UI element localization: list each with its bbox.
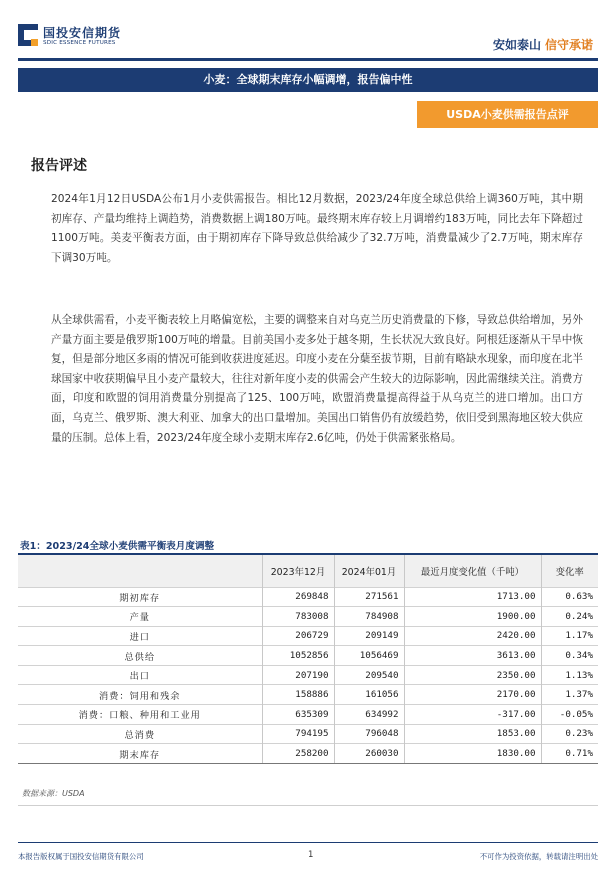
page-number: 1: [308, 850, 314, 860]
footer-copyright: 本报告版权属于国投安信期货有限公司: [18, 852, 144, 861]
table-row: [18, 705, 598, 725]
change-rate: 0.24%: [541, 607, 598, 627]
table-row: [18, 744, 598, 764]
table-row: [18, 724, 598, 744]
company-name-en: SDIC ESSENCE FUTURES: [43, 40, 116, 46]
table-header-row: [18, 555, 598, 587]
row-label: 出口: [18, 665, 262, 685]
page-header: [0, 0, 615, 62]
value-jan-2024: 260030: [334, 744, 404, 764]
paragraph-summary: 2024年1月12日USDA公布1月小麦供需报告。相比12月数据，2023/24年度全球总供给上调360万吨，其中期初库存、产量均维持上调趋势，消费数据上调180万吨。最终期末库存较上月调增约183万吨，同比去年下降超过1100万吨。美麦平衡表方面，由于期初库存下降导致总供给减少了32.7万吨，消费量减少了2.7万吨，期末库存下调30万吨。: [51, 193, 583, 264]
monthly-change: 1853.00: [404, 724, 541, 744]
monthly-change: 1900.00: [404, 607, 541, 627]
balance-table: [18, 553, 598, 764]
company-logo-icon: [18, 24, 38, 46]
monthly-change: 1713.00: [404, 587, 541, 607]
monthly-change: 3613.00: [404, 646, 541, 666]
value-jan-2024: 1056469: [334, 646, 404, 666]
paragraph-analysis: 从全球供需看，小麦平衡表较上月略偏宽松，主要的调整来自对乌克兰历史消费量的下修，导致总供给增加，另外产量方面主要是俄罗斯100万吨的增量。目前美国小麦多处于越冬期，生长状况大致良好。阿根廷逐渐从干旱中恢复，但是部分地区多雨的情况可能到收获进度延迟。印度小麦在分蘖至拔节期，目前有略缺水现象，而印度在北半球国家中收获期偏早且小麦产量较大，往往对新年度小麦的供需会产生较大的边际影响，因此需继续关注。消费方面，印度和欧盟的饲用消费量分别提高了125、100万吨，欧盟消费量提高得益于从乌克兰的进口增加。出口方面，乌克兰、俄罗斯、澳大利亚、加拿大的出口量增加。美国出口销售仍有放缓趋势，依旧受到黑海地区较大供应量的压制。总体上看，2023/24年度全球小麦期末库存2.6亿吨，仍处于供需紧张格局。: [51, 314, 583, 444]
row-label: 总供给: [18, 646, 262, 666]
table-row: [18, 626, 598, 646]
header-monthly-change: 最近月度变化值（千吨）: [404, 555, 541, 587]
change-rate: 0.63%: [541, 587, 598, 607]
value-dec-2023: 1052856: [262, 646, 334, 666]
value-dec-2023: 269848: [262, 587, 334, 607]
row-label: 期末库存: [18, 744, 262, 764]
slogan: [493, 36, 593, 53]
header-dec-2023: 2023年12月: [262, 555, 334, 587]
table-row: [18, 685, 598, 705]
value-jan-2024: 784908: [334, 607, 404, 627]
change-rate: 0.34%: [541, 646, 598, 666]
row-label: 总消费: [18, 724, 262, 744]
footer-disclaimer: 不可作为投资依据，转载请注明出处: [479, 852, 598, 861]
value-dec-2023: 783008: [262, 607, 334, 627]
value-jan-2024: 209149: [334, 626, 404, 646]
report-title: 小麦：全球期末库存小幅调增，报告偏中性: [18, 68, 598, 92]
row-label: 产量: [18, 607, 262, 627]
header-item: [18, 555, 262, 587]
header-change-rate: 变化率: [541, 555, 598, 587]
value-dec-2023: 635309: [262, 705, 334, 725]
table-title: 表1：2023/24全球小麦供需平衡表月度调整: [20, 541, 215, 552]
table-row: [18, 587, 598, 607]
change-rate: 0.23%: [541, 724, 598, 744]
monthly-change: 2350.00: [404, 665, 541, 685]
change-rate: 1.37%: [541, 685, 598, 705]
slogan-main: 安如泰山: [492, 38, 541, 52]
row-label: 期初库存: [18, 587, 262, 607]
source-divider: [18, 805, 598, 806]
table-row: [18, 607, 598, 627]
value-dec-2023: 207190: [262, 665, 334, 685]
monthly-change: 2170.00: [404, 685, 541, 705]
value-jan-2024: 161056: [334, 685, 404, 705]
row-label: 进口: [18, 626, 262, 646]
value-jan-2024: 271561: [334, 587, 404, 607]
change-rate: -0.05%: [541, 705, 598, 725]
company-name-cn: 国投安信期货: [43, 26, 122, 40]
value-dec-2023: 158886: [262, 685, 334, 705]
monthly-change: 1830.00: [404, 744, 541, 764]
value-jan-2024: 796048: [334, 724, 404, 744]
change-rate: 1.13%: [541, 665, 598, 685]
value-dec-2023: 258200: [262, 744, 334, 764]
change-rate: 0.71%: [541, 744, 598, 764]
value-jan-2024: 209540: [334, 665, 404, 685]
table-row: [18, 646, 598, 666]
report-tag: USDA小麦供需报告点评: [417, 101, 598, 128]
row-label: 消费：口粮、种用和工业用: [18, 705, 262, 725]
slogan-accent: 信守承诺: [544, 38, 593, 52]
section-heading: 报告评述: [31, 158, 87, 174]
table-bottom-rule: [18, 763, 598, 764]
header-divider: [18, 58, 598, 61]
row-label: 消费：饲用和残余: [18, 685, 262, 705]
footer-divider: [18, 842, 598, 843]
header-jan-2024: 2024年01月: [334, 555, 404, 587]
value-dec-2023: 206729: [262, 626, 334, 646]
data-source: 数据来源：USDA: [22, 789, 85, 798]
value-dec-2023: 794195: [262, 724, 334, 744]
value-jan-2024: 634992: [334, 705, 404, 725]
change-rate: 1.17%: [541, 626, 598, 646]
monthly-change: -317.00: [404, 705, 541, 725]
monthly-change: 2420.00: [404, 626, 541, 646]
table-row: [18, 665, 598, 685]
